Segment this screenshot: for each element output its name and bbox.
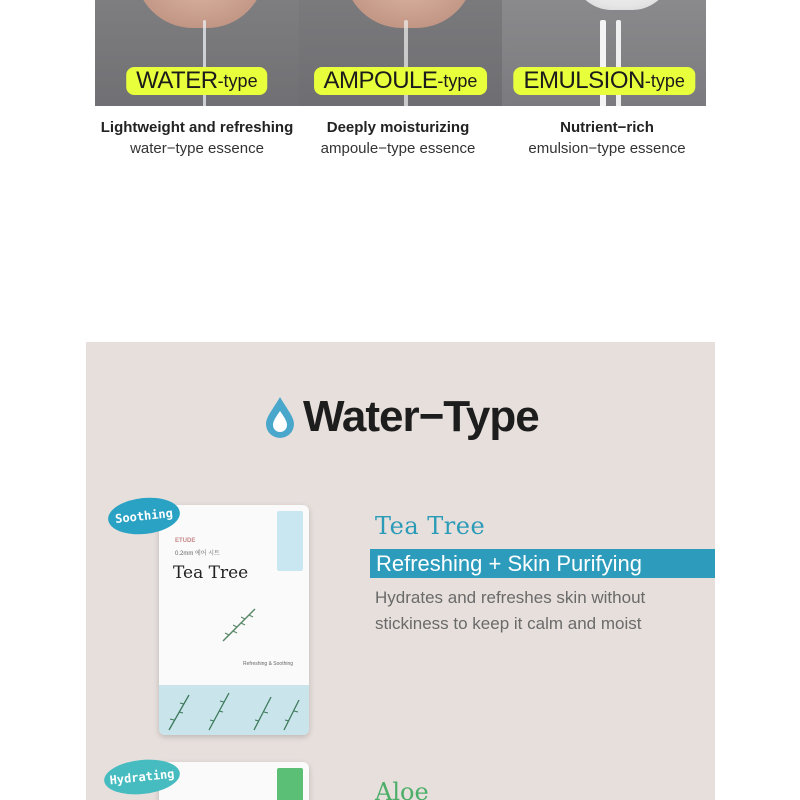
ampoule-type-description [296,118,500,160]
hand-illustration [135,0,265,28]
tag-suffix: -type [217,70,258,91]
product-description-line: Hydrates and refreshes skin without [375,588,646,607]
water-type-description [95,118,299,160]
mask-bottom-pattern [159,685,309,735]
tag-name: AMPOULE [323,67,438,94]
description-headline: Lightweight and refreshing [100,119,294,136]
water-drop-icon [263,395,297,439]
soothing-badge: Soothing [106,494,181,537]
section-title-text: Water−Type [303,392,539,441]
essence-type-photos [95,0,706,106]
description-text: water−type essence [130,140,264,157]
product-highlight [370,549,715,578]
mask-small-text: Refreshing & Soothing [243,661,294,667]
product-description [375,585,645,637]
tea-tree-mask-image [159,505,309,735]
section-title [263,392,539,442]
hydrating-badge: Hydrating [102,756,181,798]
hand-illustration [344,0,474,28]
tag-name: EMULSION [523,67,645,94]
emulsion-type-photo [502,0,706,106]
tea-tree-leaf-icon [219,605,259,645]
product-name: Tea Tree [375,512,486,540]
description-headline: Deeply moisturizing [326,119,470,136]
hand-illustration [572,0,672,10]
mask-side-label [277,511,303,571]
mask-subtitle: 0.2mm 에어 시트 [175,551,220,557]
product-name: Aloe [375,778,429,800]
emulsion-type-tag [513,67,694,95]
aloe-mask-image [159,762,309,800]
mask-side-label [277,768,303,800]
product-description-line: stickiness to keep it calm and moist [375,614,642,633]
description-headline: Nutrient−rich [560,119,654,136]
product-highlight-text: Refreshing + Skin Purifying [376,551,642,576]
water-type-photo [95,0,299,106]
description-text: ampoule−type essence [320,140,476,157]
ampoule-type-tag [314,67,488,95]
emulsion-type-description [505,118,709,160]
mask-product-name: Tea Tree [173,563,249,583]
water-type-section [86,342,715,800]
mask-brand: ETUDE [175,538,196,544]
description-text: emulsion−type essence [528,140,686,157]
tea-tree-pattern-icon [159,685,309,735]
tag-name: WATER [136,67,218,94]
tag-suffix: -type [437,70,478,91]
water-type-tag [126,67,268,95]
ampoule-type-photo [299,0,503,106]
tag-suffix: -type [644,70,685,91]
